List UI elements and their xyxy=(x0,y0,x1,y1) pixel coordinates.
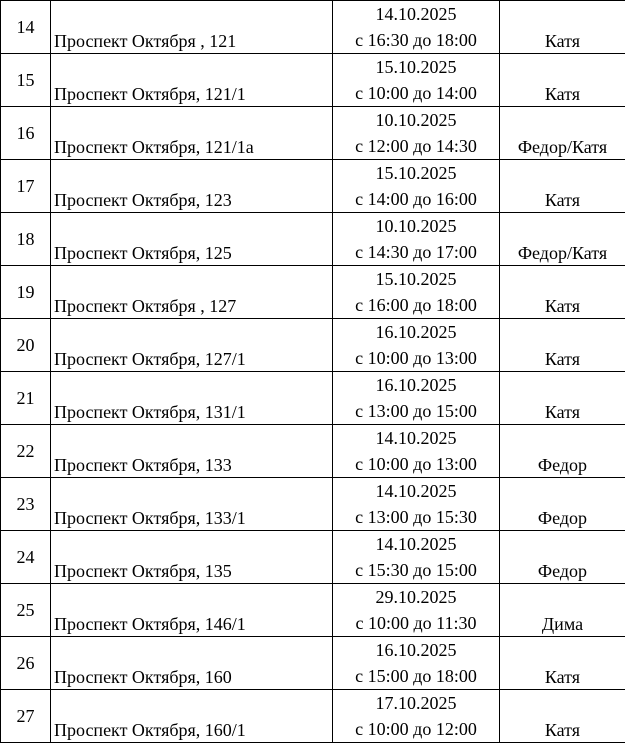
address-text: Проспект Октября , 127 xyxy=(54,296,237,316)
table-row xyxy=(1,213,625,266)
responsible-name: Катя xyxy=(544,402,581,422)
responsible-cell xyxy=(500,1,625,54)
responsible-cell xyxy=(500,319,625,372)
responsible-cell xyxy=(500,266,625,319)
address-text: Проспект Октября, 135 xyxy=(54,561,232,581)
address-cell xyxy=(51,213,333,266)
date-text: 14.10.2025 xyxy=(375,4,457,24)
date-time-cell xyxy=(333,425,500,478)
address-cell xyxy=(51,637,333,690)
date-time-cell xyxy=(333,372,500,425)
date-text: 14.10.2025 xyxy=(375,481,457,501)
row-number: 19 xyxy=(1,266,51,319)
date-text: 29.10.2025 xyxy=(375,587,457,607)
table-row xyxy=(1,107,625,160)
address-text: Проспект Октября, 127/1 xyxy=(54,349,246,369)
table-row xyxy=(1,637,625,690)
table-row xyxy=(1,319,625,372)
date-time-cell xyxy=(333,319,500,372)
row-number: 26 xyxy=(1,637,51,690)
address-text: Проспект Октября, 125 xyxy=(54,243,232,263)
responsible-cell xyxy=(500,372,625,425)
table-row xyxy=(1,1,625,54)
row-number: 20 xyxy=(1,319,51,372)
time-range-text: с 10:00 до 12:00 xyxy=(355,719,477,739)
date-text: 16.10.2025 xyxy=(375,322,457,342)
responsible-cell xyxy=(500,478,625,531)
address-cell xyxy=(51,690,333,743)
date-time-cell xyxy=(333,478,500,531)
date-text: 15.10.2025 xyxy=(375,163,457,183)
responsible-name: Катя xyxy=(544,84,581,104)
address-text: Проспект Октября, 121/1 xyxy=(54,84,246,104)
date-time-cell xyxy=(333,54,500,107)
responsible-name: Катя xyxy=(544,667,581,687)
responsible-cell xyxy=(500,637,625,690)
responsible-name: Федор/Катя xyxy=(517,243,608,263)
responsible-name: Катя xyxy=(544,31,581,51)
time-range-text: с 13:00 до 15:00 xyxy=(355,401,477,421)
row-number: 18 xyxy=(1,213,51,266)
table-row xyxy=(1,584,625,637)
responsible-cell xyxy=(500,54,625,107)
address-cell xyxy=(51,160,333,213)
responsible-cell xyxy=(500,213,625,266)
responsible-name: Федор xyxy=(537,455,588,475)
responsible-cell xyxy=(500,160,625,213)
row-number: 21 xyxy=(1,372,51,425)
responsible-name: Катя xyxy=(544,296,581,316)
row-number: 27 xyxy=(1,690,51,743)
date-time-cell xyxy=(333,107,500,160)
date-time-cell xyxy=(333,584,500,637)
address-cell xyxy=(51,266,333,319)
responsible-cell xyxy=(500,425,625,478)
date-time-cell xyxy=(333,213,500,266)
responsible-cell xyxy=(500,107,625,160)
date-text: 14.10.2025 xyxy=(375,534,457,554)
time-range-text: с 10:00 до 13:00 xyxy=(355,348,477,368)
address-text: Проспект Октября, 131/1 xyxy=(54,402,246,422)
date-text: 10.10.2025 xyxy=(375,216,457,236)
time-range-text: с 10:00 до 13:00 xyxy=(355,454,477,474)
date-text: 14.10.2025 xyxy=(375,428,457,448)
row-number: 15 xyxy=(1,54,51,107)
address-cell xyxy=(51,1,333,54)
time-range-text: с 10:00 до 11:30 xyxy=(355,613,477,633)
table-row xyxy=(1,425,625,478)
row-number: 17 xyxy=(1,160,51,213)
date-time-cell xyxy=(333,637,500,690)
date-time-cell xyxy=(333,690,500,743)
table-row xyxy=(1,690,625,743)
address-cell xyxy=(51,107,333,160)
responsible-name: Катя xyxy=(544,720,581,740)
time-range-text: с 16:30 до 18:00 xyxy=(355,30,477,50)
responsible-name: Дима xyxy=(541,614,584,634)
date-time-cell xyxy=(333,1,500,54)
date-time-cell xyxy=(333,531,500,584)
address-text: Проспект Октября, 133/1 xyxy=(54,508,246,528)
table-row xyxy=(1,160,625,213)
row-number: 24 xyxy=(1,531,51,584)
date-text: 16.10.2025 xyxy=(375,640,457,660)
row-number: 23 xyxy=(1,478,51,531)
row-number: 16 xyxy=(1,107,51,160)
table-row xyxy=(1,372,625,425)
responsible-name: Федор/Катя xyxy=(517,137,608,157)
date-text: 17.10.2025 xyxy=(375,693,457,713)
responsible-cell xyxy=(500,531,625,584)
address-cell xyxy=(51,478,333,531)
row-number: 22 xyxy=(1,425,51,478)
time-range-text: с 14:00 до 16:00 xyxy=(355,189,477,209)
time-range-text: с 14:30 до 17:00 xyxy=(355,242,477,262)
time-range-text: с 15:00 до 18:00 xyxy=(355,666,477,686)
time-range-text: с 15:30 до 15:00 xyxy=(355,560,477,580)
address-text: Проспект Октября, 160/1 xyxy=(54,720,246,740)
address-cell xyxy=(51,319,333,372)
address-cell xyxy=(51,584,333,637)
address-cell xyxy=(51,531,333,584)
responsible-cell xyxy=(500,690,625,743)
date-text: 15.10.2025 xyxy=(375,57,457,77)
table-row xyxy=(1,478,625,531)
date-text: 10.10.2025 xyxy=(375,110,457,130)
time-range-text: с 16:00 до 18:00 xyxy=(355,295,477,315)
address-cell xyxy=(51,372,333,425)
responsible-cell xyxy=(500,584,625,637)
address-text: Проспект Октября, 121/1а xyxy=(54,137,254,157)
row-number: 14 xyxy=(1,1,51,54)
address-text: Проспект Октября, 133 xyxy=(54,455,232,475)
address-text: Проспект Октября, 123 xyxy=(54,190,232,210)
row-number: 25 xyxy=(1,584,51,637)
table-row xyxy=(1,531,625,584)
time-range-text: с 13:00 до 15:30 xyxy=(355,507,477,527)
address-cell xyxy=(51,54,333,107)
date-text: 16.10.2025 xyxy=(375,375,457,395)
table-row xyxy=(1,54,625,107)
table-row xyxy=(1,266,625,319)
time-range-text: с 10:00 до 14:00 xyxy=(355,83,477,103)
address-cell xyxy=(51,425,333,478)
date-text: 15.10.2025 xyxy=(375,269,457,289)
date-time-cell xyxy=(333,266,500,319)
responsible-name: Федор xyxy=(537,561,588,581)
responsible-name: Федор xyxy=(537,508,588,528)
responsible-name: Катя xyxy=(544,349,581,369)
address-text: Проспект Октября, 146/1 xyxy=(54,614,246,634)
responsible-name: Катя xyxy=(544,190,581,210)
address-text: Проспект Октября , 121 xyxy=(54,31,237,51)
address-text: Проспект Октября, 160 xyxy=(54,667,232,687)
time-range-text: с 12:00 до 14:30 xyxy=(355,136,477,156)
date-time-cell xyxy=(333,160,500,213)
